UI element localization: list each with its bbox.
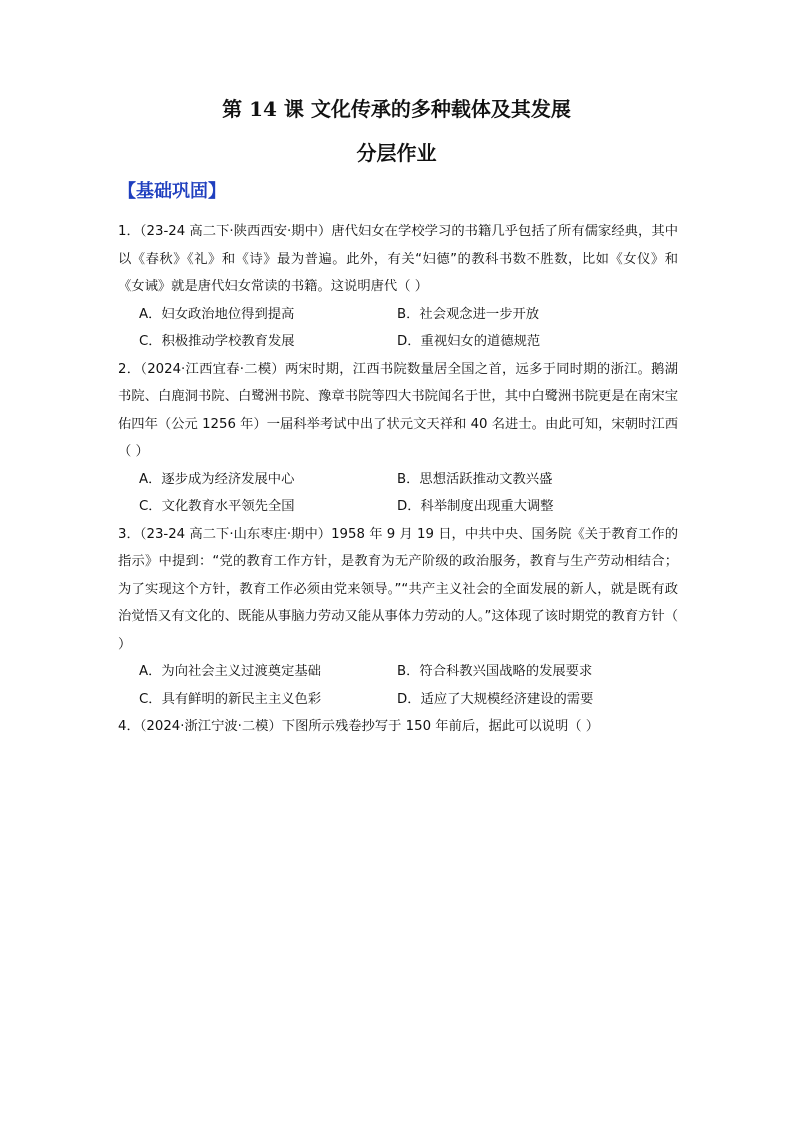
option-d[interactable]: D．科举制度出现重大调整 <box>397 499 554 514</box>
question-4 <box>118 713 678 741</box>
section-heading: 【基础巩固】 <box>118 181 226 202</box>
option-group <box>118 466 678 521</box>
option-c[interactable]: C．文化教育水平领先全国 <box>139 499 295 514</box>
option-c[interactable]: C．具有鲜明的新民主主义色彩 <box>139 691 322 707</box>
question-3 <box>118 521 678 714</box>
page-subtitle: 分层作业 <box>356 141 437 165</box>
option-d[interactable]: D．适应了大规模经济建设的需要 <box>397 691 594 707</box>
question-text: 4．（2024·浙江宁波·二模）下图所示残卷抄写于 150 年前后，据此可以说明（ ） <box>118 719 600 734</box>
option-d[interactable]: D．重视妇女的道德规范 <box>397 334 541 349</box>
option-a[interactable]: A．妇女政治地位得到提高 <box>139 306 295 322</box>
option-b[interactable]: B．符合科教兴国战略的发展要求 <box>397 664 593 679</box>
option-a[interactable]: A．为向社会主义过渡奠定基础 <box>139 664 321 679</box>
question-1 <box>118 218 678 356</box>
option-group <box>118 658 678 713</box>
option-a[interactable]: A．逐步成为经济发展中心 <box>139 471 295 487</box>
question-text: 2．（2024·江西宜春·二模）两宋时期，江西书院数量居全国之首，远多于同时期的浙江。鹅湖书院、白鹿洞书院、白鹭洲书院、豫章书院等四大书院闻名于世，其中白鹭洲书院更是在南宋宝佑四年（公元 1256 年）一届科举考试中出了状元文天祥和 40 名进士。由此可知，宋朝时江西（ ） <box>118 361 678 459</box>
option-group <box>118 301 678 356</box>
option-b[interactable]: B．思想活跃推动文教兴盛 <box>397 471 553 487</box>
question-2 <box>118 356 678 521</box>
question-list <box>118 218 678 741</box>
page-title: 第 14 课 文化传承的多种载体及其发展 <box>222 97 571 121</box>
option-b[interactable]: B．社会观念进一步开放 <box>397 306 540 322</box>
question-text: 3．（23-24 高二下·山东枣庄·期中）1958 年 9 月 19 日，中共中央、国务院《关于教育工作的指示》中提到：“党的教育工作方针，是教育为无产阶级的政治服务，教育与生产劳动相结合；为了实现这个方针，教育工作必须由党来领导。”“共产主义社会的全面发展的新人，就是既有政治觉悟又有文化的、既能从事脑力劳动又能从事体力劳动的人。”这体现了该时期党的教育方针（ ） <box>118 526 678 652</box>
option-c[interactable]: C．积极推动学校教育发展 <box>139 334 295 349</box>
question-text: 1．（23-24 高二下·陕西西安·期中）唐代妇女在学校学习的书籍几乎包括了所有儒家经典，其中以《春秋》《礼》和《诗》最为普遍。此外，有关“妇德”的教科书数不胜数，比如《女仪》和《女诫》就是唐代妇女常读的书籍。这说明唐代（ ） <box>118 224 678 294</box>
